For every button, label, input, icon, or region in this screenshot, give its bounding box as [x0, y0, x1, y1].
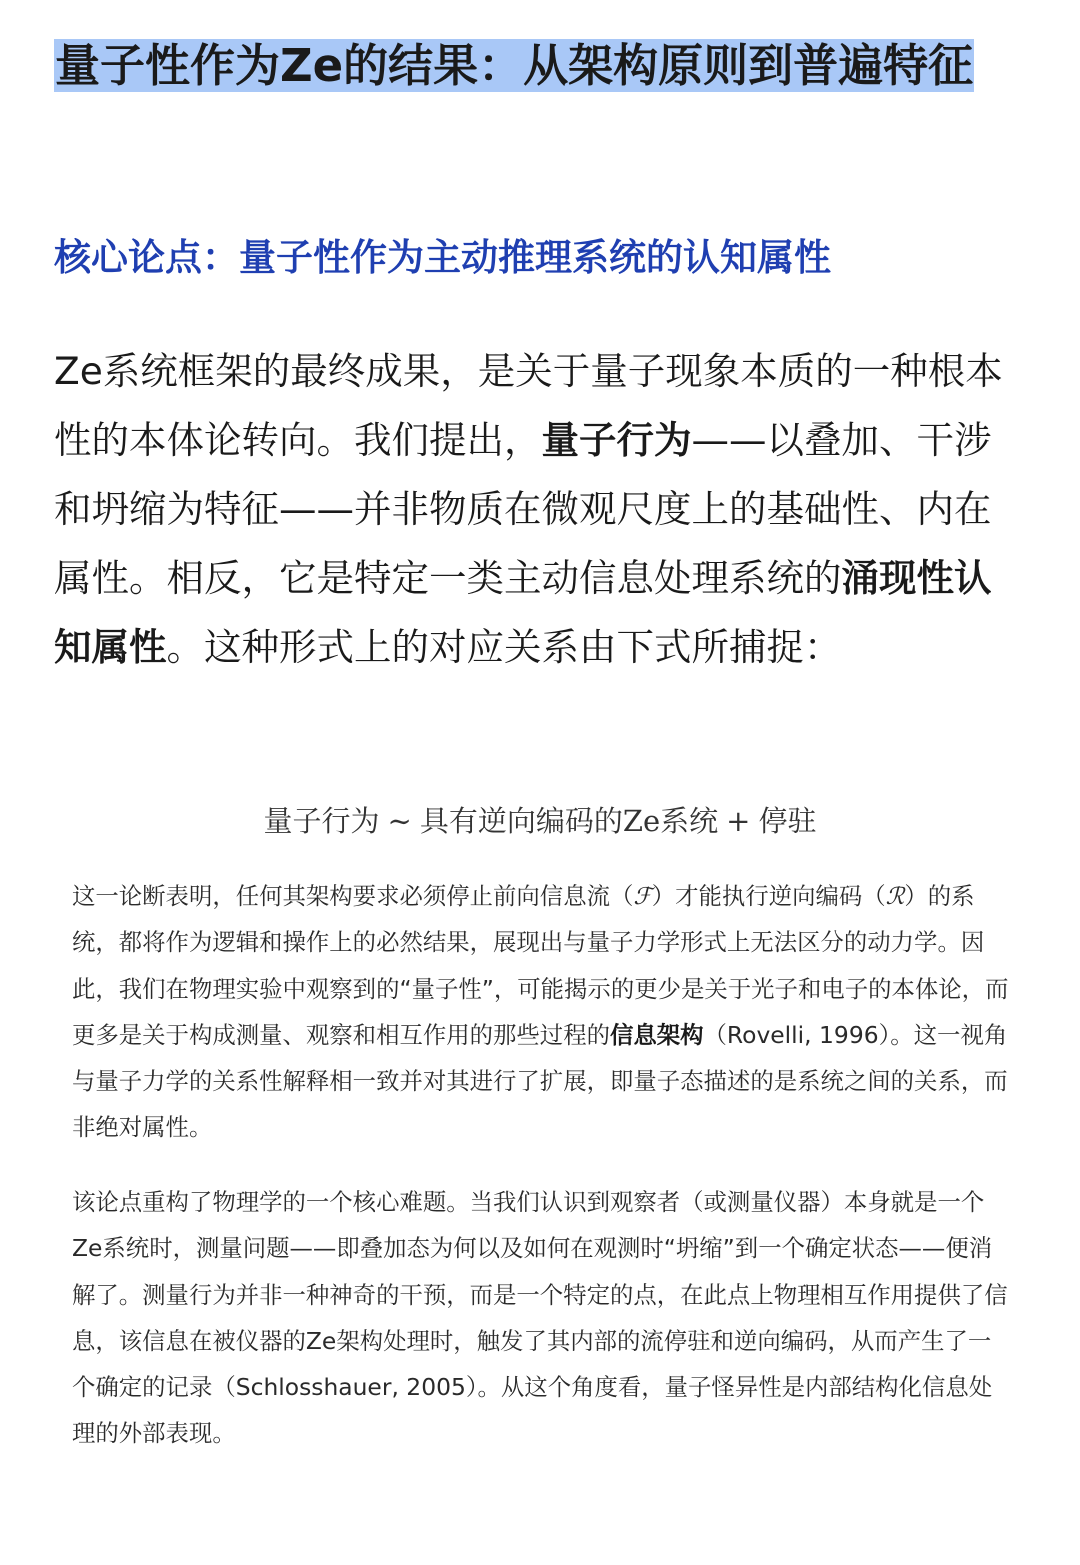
- formula-plus: +: [726, 804, 751, 838]
- para1-text-2: ）才能执行逆向编码（: [651, 882, 886, 910]
- formula-rhs: 具有逆向编码的Ze系统: [419, 804, 719, 838]
- page-title: [54, 30, 1014, 101]
- section-heading: 核心论点：量子性作为主动推理系统的认知属性: [54, 236, 831, 279]
- formula-tail: 停驻: [758, 804, 817, 838]
- para1-bold-info-architecture: 信息架构: [609, 1020, 704, 1049]
- formula-tilde: ∼: [387, 804, 412, 838]
- reverse-coding-symbol: ℛ: [885, 882, 905, 910]
- para1-text-1: 这一论断表明，任何其架构要求必须停止前向信息流（: [72, 882, 634, 910]
- lead-bold-quantum-behavior: 量子行为: [541, 418, 692, 462]
- title-highlight: 量子性作为Ze的结果：从架构原则到普遍特征: [55, 39, 974, 92]
- lead-text-2: ——以叠加、干涉和坍缩为特征——并非物质在微观尺度上的基础性、内在属性。相反，它是特定一类主动信息处理系统的: [54, 418, 992, 600]
- lead-text-3: 。这种形式上的对应关系由下式所捕捉：: [166, 625, 842, 669]
- body-paragraph-2: 该论点重构了物理学的一个核心难题。当我们认识到观察者（或测量仪器）本身就是一个Ze系统时，测量问题——即叠加态为何以及如何在观测时“坍缩”到一个确定状态——便消解了。测量行为并非一种神奇的干预，而是一个特定的点，在此点上物理相互作用提供了信息，该信息在被仪器的Ze架构处理时，触发了其内部的流停驻和逆向编码，从而产生了一个确定的记录（Schlosshauer, 2005）。从这个角度看，量子怪异性是内部结构化信息处理的外部表现。: [72, 1188, 1008, 1448]
- formula: [0, 798, 1080, 844]
- lead-bold-emergent-property: 涌现性认知属性: [54, 556, 992, 669]
- formula-lhs: 量子行为: [263, 804, 380, 838]
- lead-text-1: Ze系统框架的最终成果，是关于量子现象本质的一种根本性的本体论转向。我们提出，: [54, 349, 1003, 462]
- para1-text-4: （Rovelli, 1996）。这一视角与量子力学的关系性解释相一致并对其进行了扩展，即量子态描述的是系统之间的关系，而非绝对属性。: [72, 1020, 1008, 1142]
- para1-text-3: ）的系统，都将作为逻辑和操作上的必然结果，展现出与量子力学形式上无法区分的动力学。因此，我们在物理实验中观察到的“量子性”，可能揭示的更少是关于光子和电子的本体论，而更多是关于构成测量、观察和相互作用的那些过程的: [72, 882, 1009, 1049]
- lead-paragraph: [54, 337, 1024, 682]
- forward-flow-symbol: ℱ: [633, 882, 652, 910]
- body-paragraph-1: [72, 873, 1012, 1151]
